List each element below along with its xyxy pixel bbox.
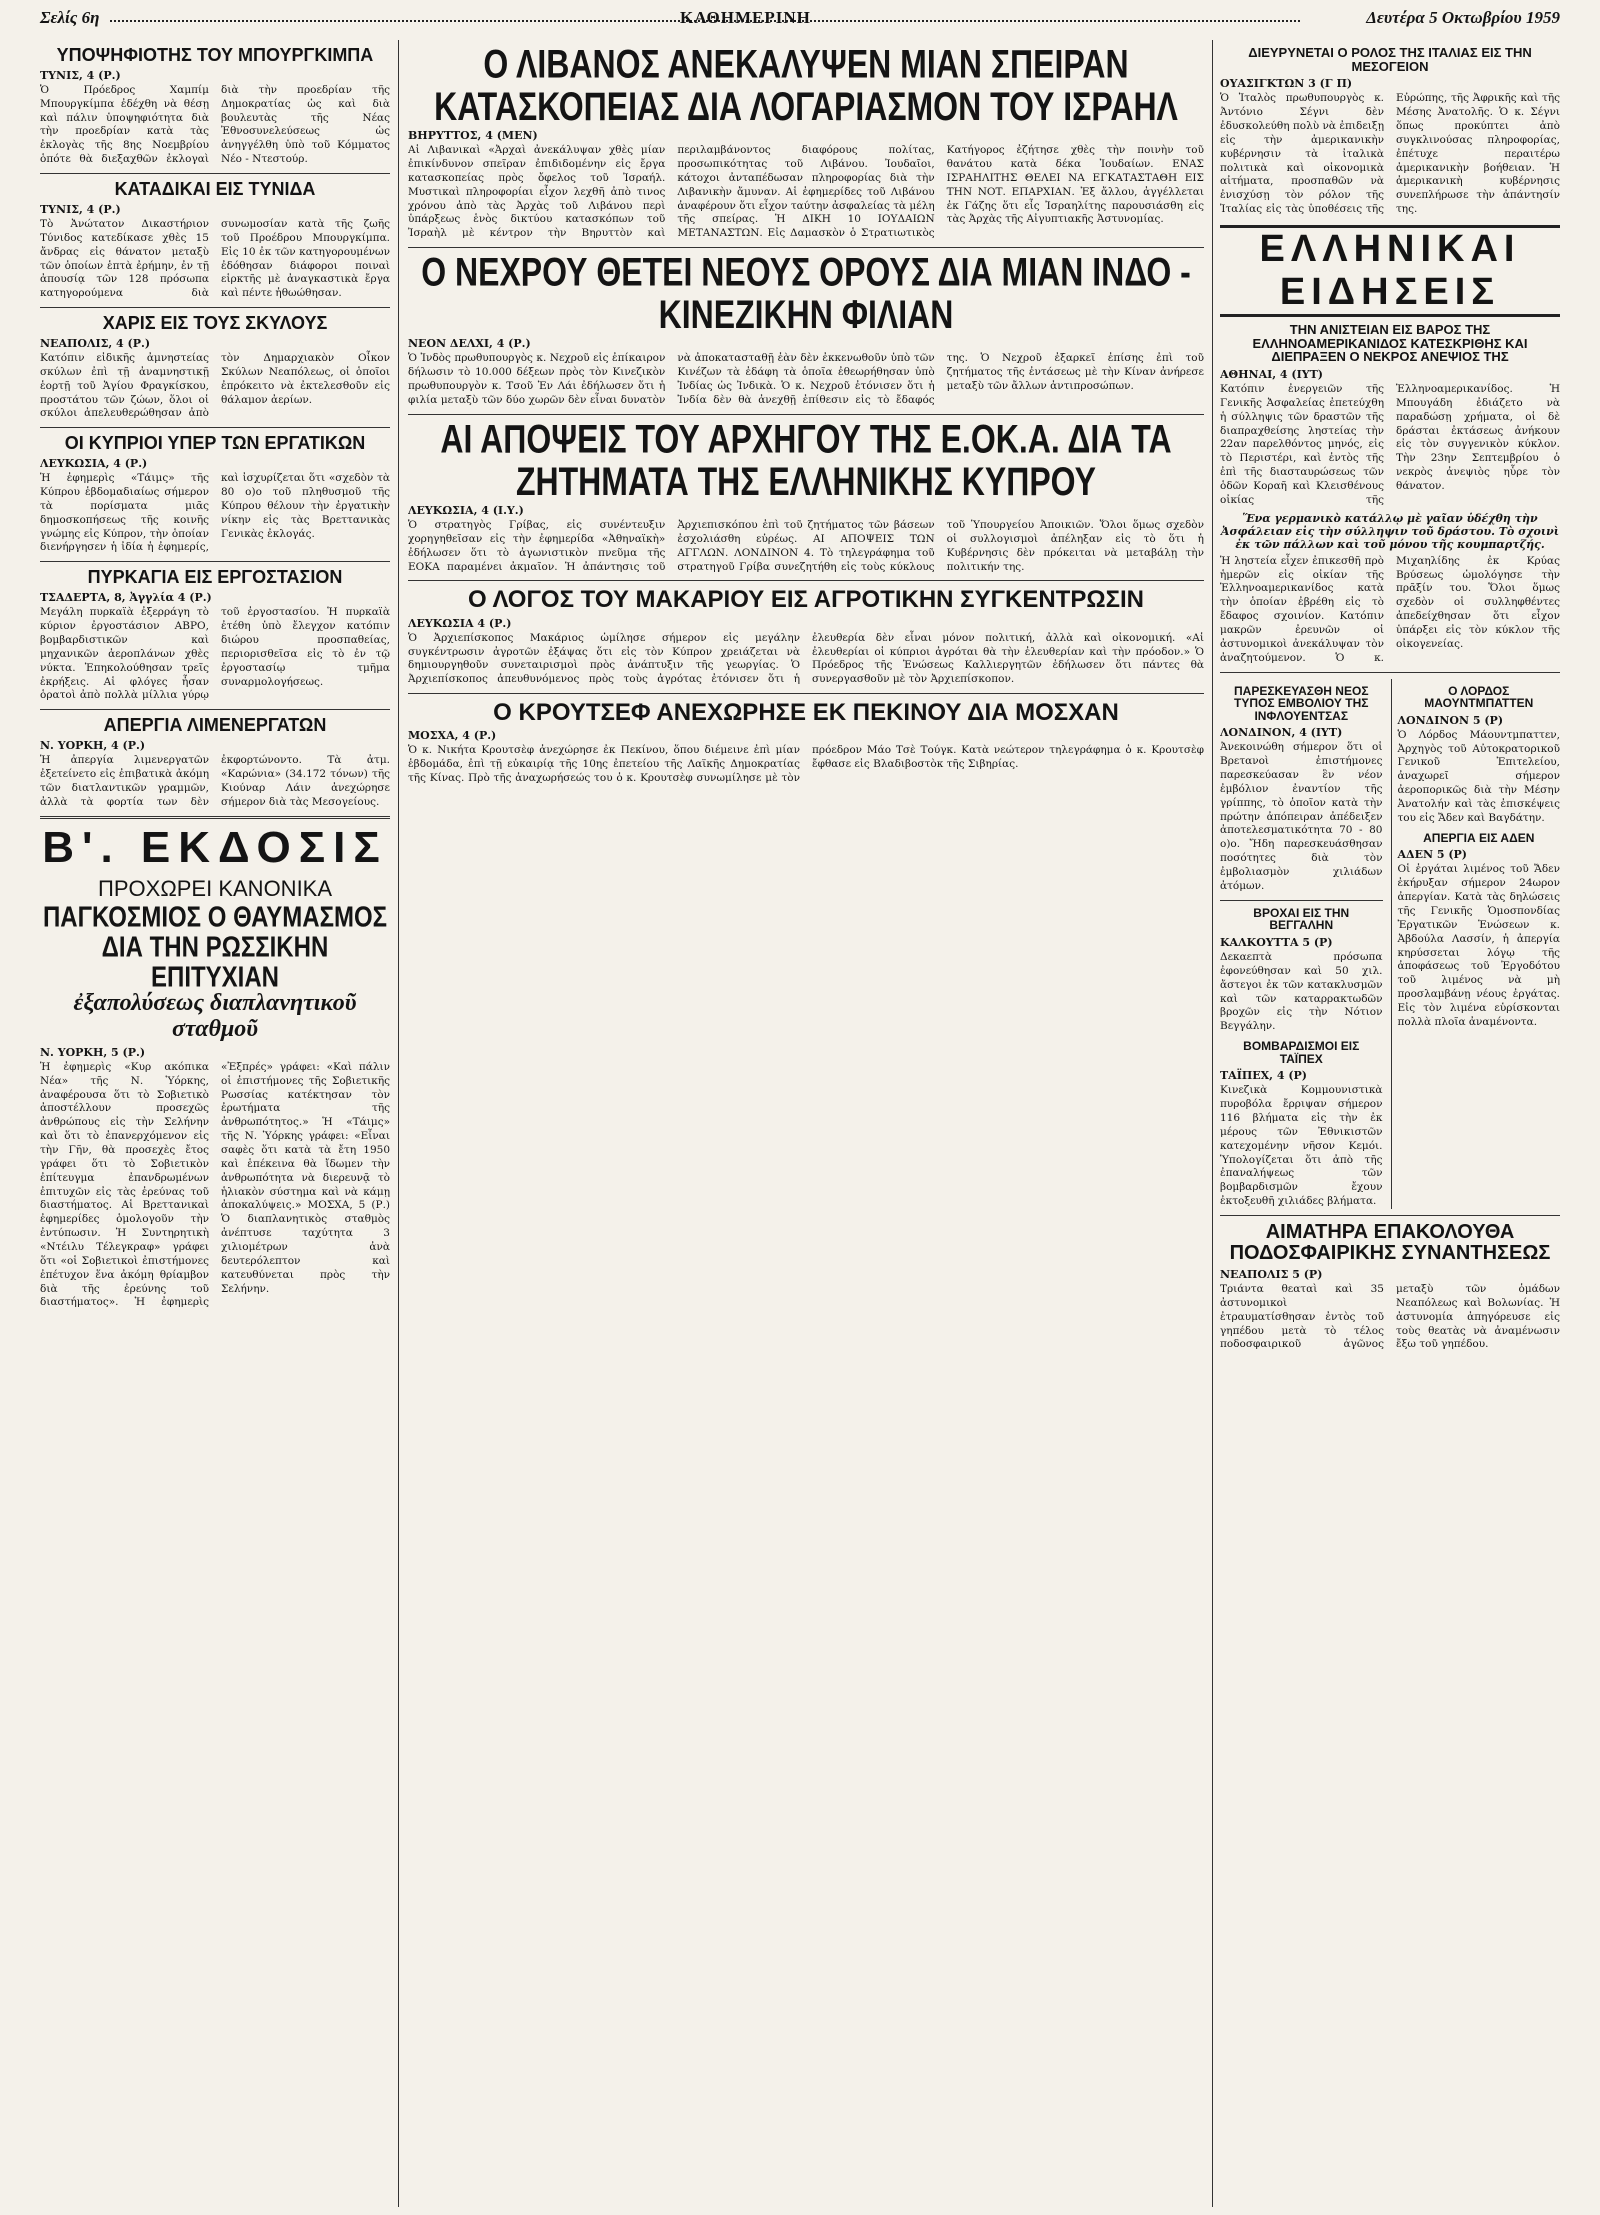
article-body: Ὁ Ἀρχιεπίσκοπος Μακάριος ὡμίλησε σήμερον εἰς μεγάλην συγκέντρωσιν ἀγροτῶν ἐξάψας ὅτι εἰς τὸν Κύπρον χρειάζεται νὰ δημιουργηθοῦν συνεταιρισμοὶ πρὸς ἀνάπτυξιν τῆς γεωργίας. Ὁ Ἀρχιεπίσκοπος ἀπευθυνόμενος πρὸς τοὺς ἀγρότας ἐτόνισεν ὅτι ἡ ἐλευθερία δὲν εἶναι μόνον πολιτική, ἀλλὰ καὶ οἰκονομική. «Αἱ ἐλευθερίαι οἱ κύπριοι ἀγρόται θὰ τὴν ἐλευθερίαν καὶ τὴν πρόοδον.» Ὁ Πρόεδρος τῆς Ἑνώσεως Καλλιεργητῶν ἐδήλωσεν ὅτι πάντες θὰ συνεργασθοῦν μὲ τὸν Ἀρχιεπίσκοπον.: [408, 631, 1204, 686]
divider: [408, 580, 1204, 581]
headline: ΥΠΟΨΗΦΙΟΤΗΣ ΤΟΥ ΜΠΟΥΡΓΚΙΜΠΑ: [56, 45, 374, 65]
article-space-probe: [40, 901, 390, 1310]
right-column: [1220, 40, 1560, 2207]
headline: ΠΑΡΕΣΚΕΥΑΣΘΗ ΝΕΟΣ ΤΥΠΟΣ ΕΜΒΟΛΙΟΥ ΤΗΣ ΙΝΦΛΟΥΕΝΤΣΑΣ: [1233, 683, 1369, 723]
dateline: ΜΟΣΧΑ, 4 (Ρ.): [408, 729, 497, 743]
article-body: Αἱ Λιβανικαὶ «Ἀρχαὶ ἀνεκάλυψαν χθὲς μίαν ἐπικίνδυνον σπεῖραν ἐπιδιδομένην εἰς ἔργα κατασκοπείας πρὸς ὄφελος τοῦ Ἰσραήλ. Μυστικαὶ πληροφορίαι εἶχον λεχθῆ ἀπὸ τινος χρόνου ἀπὸ τὰς Ἀρχὰς τοῦ Λιβάνου περὶ ὑπάρξεως ἑνὸς δικτύου κατασκόπων τοῦ Ἰσραὴλ μὲ κέντρον τὴν Βηρυττὸν καὶ περιλαμβάνοντος διαφόρους πολίτας, προσωπικότητας τοῦ Λιβάνου. Ἰουδαῖοι, κάτοχοι ἀνταπέδωσαν πληροφορίας διὰ τὴν Λιβανικὴν ἄμυναν. Αἱ ἐφημερίδες τοῦ Λιβάνου ἀναφέρουν ὅτι εἶχον ταύτην ἀσφαλείας τὰ μέλη τῆς σπείρας. Ἡ ΔΙΚΗ 10 ΙΟΥΔΑΙΩΝ ΜΕΤΑΝΑΣΤΩΝ. Εἰς Δαμασκὸν ὁ Στρατιωτικὸς Κατήγορος ἐζήτησε χθὲς τὴν ποινὴν τοῦ θανάτου κατὰ δέκα Ἰουδαίων. ΕΝΑΣ ΙΣΡΑΗΛΙΤΗΣ ΘΕΛΕΙ ΝΑ ΕΓΚΑΤΑΣΤΑΘΗ ΕΙΣ ΤΗΝ ΝΟΤ. ΕΠΑΡΧΙΑΝ. Ἐξ ἄλλου, ἀγγέλλεται ἐκ Γάζης ὅτι εἷς Ἰσραηλίτης παρουσιάσθη εἰς τὰς Ἀρχὰς τῆς Αἰγυπτιακῆς Ἀστυνομίας.: [408, 144, 1204, 240]
divider: [40, 307, 390, 308]
headline: Ο ΛΟΓΟΣ ΤΟΥ ΜΑΚΑΡΙΟΥ ΕΙΣ ΑΓΡΟΤΙΚΗΝ ΣΥΓΚΕΝΤΡΩΣΙΝ: [468, 586, 1144, 614]
dateline: ΛΕΥΚΩΣΙΑ, 4 (Ρ.): [40, 457, 148, 471]
edition-notice: [40, 822, 390, 901]
article-factory-fire: [40, 568, 390, 703]
article-nehru: [408, 249, 1204, 408]
article-body: Ἀνεκοινώθη σήμερον ὅτι οἱ Βρετανοὶ ἐπιστήμονες παρεσκεύασαν ἓν νέον ἐμβόλιον ἐναντίον τῆς γρίππης, τὸ ὁποῖον κατὰ τὴν πρώτην ἀπόπειραν ἀπέδειξεν ἀποτελεσματικότητα 70 - 80 ο)ο. Ἤδη παρεσκευάσθησαν ποσότητες διὰ τὸν ἐμβολιασμὸν χιλιάδων ἀτόμων.: [1220, 741, 1383, 892]
dateline: ΛΟΝΔΙΝΟΝ 5 (Ρ): [1397, 713, 1504, 727]
dateline: ΝΕΑΠΟΛΙΣ, 4 (Ρ.): [40, 336, 151, 350]
headline: ΤΗΝ ΑΝΙΣΤΕΙΑΝ ΕΙΣ ΒΑΡΟΣ ΤΗΣ ΕΛΛΗΝΟΑΜΕΡΙΚΑΝΙΔΟΣ ΚΑΤΕΣΚΡΙΘΗΣ ΚΑΙ ΔΙΕΠΡΑΞΕΝ Ο ΝΕΚΡΟΣ ΑΝΕΨΙΟΣ ΤΗΣ: [1252, 322, 1528, 365]
headline: Ο ΝΕΧΡΟΥ ΘΕΤΕΙ ΝΕΟΥΣ ΟΡΟΥΣ ΔΙΑ ΜΙΑΝ ΙΝΔΟ - ΚΙΝΕΖΙΚΗΝ ΦΙΛΙΑΝ: [421, 249, 1191, 337]
headline: Ο ΚΡΟΥΤΣΕΦ ΑΝΕΧΩΡΗΣΕ ΕΚ ΠΕΚΙΝΟΥ ΔΙΑ ΜΟΣΧΑΝ: [493, 699, 1119, 727]
article-body: Δεκαεπτὰ πρόσωπα ἐφονεύθησαν καὶ 50 χιλ. ἄστεγοι ἐκ τῶν κατακλυσμῶν καὶ τῶν καταρρακτωδῶν βροχῶν εἰς τὴν Νότιον Βεγγάλην.: [1220, 950, 1383, 1033]
article-dogs: [40, 314, 390, 421]
headline: ΠΥΡΚΑΓΙΑ ΕΙΣ ΕΡΓΟΣΤΑΣΙΟΝ: [87, 567, 343, 588]
article-mountbatten: [1391, 679, 1561, 1210]
headline: ΑΠΕΡΓΙΑ ΛΙΜΕΝΕΡΓΑΤΩΝ: [103, 715, 327, 736]
column-rule: [1212, 40, 1213, 2207]
article-cypriots: [40, 434, 390, 555]
headline: ΒΟΜΒΑΡΔΙΣΜΟΙ ΕΙΣ ΤΑΪΠΕΧ: [1243, 1039, 1360, 1066]
subheadline: ἐξαπολύσεως διαπλανητικοῦ σταθμοῦ: [73, 990, 357, 1042]
headline: ΠΑΓΚΟΣΜΙΟΣ Ο ΘΑΥΜΑΣΜΟΣ ΔΙΑ ΤΗΝ ΡΩΣΣΙΚΗΝ ΕΠΙΤΥΧΙΑΝ: [42, 901, 388, 994]
dateline: ΟΥΑΣΙΓΚΤΩΝ 3 (Γ Π): [1220, 77, 1353, 91]
running-head: [40, 8, 1560, 32]
article-body: Ὁ Ἰνδὸς πρωθυπουργὸς κ. Νεχροῦ εἰς ἐπίκαιρον δήλωσιν τὸ 10.000 δέξεων πρὸς τὸν Κινεζικὸν πρωθυπουργὸν κ. Τσοῦ Ἐν Λάι ἐδήλωσεν ὅτι ἡ φιλία μεταξὺ τῶν δύο χωρῶν δὲν εἶναι δυνατὸν νὰ ἀποκατασταθῇ ἐὰν δὲν ἐκκενωθοῦν ὑπὸ τῶν Κινέζων τὰ ἐδάφη τὰ ὁποῖα ἐθεωρήθησαν ὑπὸ Ἰνδίας ὡς Ἰνδικὰ. Ὁ κ. Νεχροῦ ἐτόνισεν ὅτι ἡ Ἰνδία δὲν θὰ ἀνεχθῇ ἐπίθεσιν εἰς τὸ ἔδαφός της. Ὁ Νεχροῦ ἐξαρκεῖ ἐπίσης ἐπὶ τοῦ ζητήματος τῆς ἐντάσεως μὲ τὴν Κίναν ἀνήρεσε μεταξὺ τῶν ἄλλων ἀντιπροσώπων.: [408, 352, 1204, 406]
article-body: Κατόπιν εἰδικῆς ἀμνηστείας σκύλων ἐπὶ τῇ ἀναμνηστικῇ ἑορτῇ τοῦ Ἁγίου Φραγκίσκου, προστάτου τῶν ζώων, ὅλοι οἱ σκύλοι ἀπελευθερώθησαν ἀπὸ τὸν Δημαρχιακὸν Οἶκον Σκύλων Νεαπόλεως, οἱ ὁποῖοι ἐπρόκειτο νὰ ἐκτελεσθοῦν εἰς θάλαμον ἀερίων.: [40, 351, 390, 420]
headline: Ο ΛΙΒΑΝΟΣ ΑΝΕΚΑΛΥΨΕΝ ΜΙΑΝ ΣΠΕΙΡΑΝ ΚΑΤΑΣΚΟΠΕΙΑΣ ΔΙΑ ΛΟΓΑΡΙΑΣΜΟΝ ΤΟΥ ΙΣΡΑΗΛ: [434, 41, 1178, 129]
article-body: Ἡ ληστεία εἶχεν ἐπικεσθῆ πρὸ ἡμερῶν εἰς οἰκίαν τῆς Ἑλληνοαμερικανίδος κατὰ τὴν ὁποίαν ἐβρέθη εἰς τὸ ἔδαφος σχοινίον. Κατόπιν μακρῶν ἐρευνῶν οἱ ἀστυνομικοὶ ἀνεκάλυψαν τὸν ἀναζητούμενον. Ὁ κ. Μιχαηλίδης ἐκ Κρύας Βρύσεως ὡμολόγησε τὴν πρᾶξίν του. Ὅλοι ὅμως σχεδὸν οἱ συλληφθέντες ἀπεδείχθησαν ὅτι εἶχον ὑπάρξει εἰς τὸν κύκλον τῆς οἰκογενείας.: [1220, 554, 1560, 664]
article-flu-vaccine: [1220, 679, 1383, 1210]
dateline: ΒΗΡΥΤΤΟΣ, 4 (ΜΕΝ): [408, 129, 538, 143]
article-italy: [1220, 46, 1560, 217]
headline: ΑΙΜΑΤΗΡΑ ΕΠΑΚΟΛΟΥΘΑ ΠΟΔΟΣΦΑΙΡΙΚΗΣ ΣΥΝΑΝΤΗΣΕΩΣ: [1229, 1221, 1551, 1265]
headline: ΑΙ ΑΠΟΨΕΙΣ ΤΟΥ ΑΡΧΗΓΟΥ ΤΗΣ Ε.ΟΚ.Α. ΔΙΑ ΤΑ ΖΗΤΗΜΑΤΑ ΤΗΣ ΕΛΛΗΝΙΚΗΣ ΚΥΠΡΟΥ: [440, 415, 1172, 503]
divider: [1220, 672, 1560, 673]
divider: [40, 561, 390, 562]
article-body: Ὁ στρατηγὸς Γρίβας, εἰς συνέντευξιν χορηγηθεῖσαν εἰς τὴν ἐφημερίδα «Ἀθηναϊκὴ» ἐδήλωσεν ὅτι τὸ ἀγωνιστικὸν πνεῦμα τῆς ΕΟΚΑ παραμένει ἀκμαῖον. Ἡ ἀπάντησις τοῦ Ἀρχιεπισκόπου ἐπὶ τοῦ ζητήματος τῶν βάσεων ἐσχολιάσθη εὐρέως. ΑΙ ΑΠΟΨΕΙΣ ΤΩΝ ΑΓΓΛΩΝ. ΛΟΝΔΙΝΟΝ 4. Τὸ τηλεγράφημα τοῦ στρατηγοῦ Γρίβα συνεζητήθη εἰς τοὺς κύκλους τοῦ Ὑπουργείου Ἀποικιῶν. Ὅλοι ὅμως σχεδὸν οἱ συλλογισμοὶ ἀπέληξαν εἰς τὸ ὅτι ἡ Κυβέρνησις δὲν πρόκειται νὰ μεταβάλῃ τὴν πολιτικήν της.: [408, 519, 1204, 573]
split-row: [1220, 679, 1560, 1210]
divider: [408, 414, 1204, 415]
article-body: Κινεζικὰ Κομμουνιστικὰ πυροβόλα ἔρριψαν σήμερον 116 βλήματα εἰς τὴν ἐκ μέρους τῶν Ἐθνικιστῶν κατεχομένην νῆσον Κεμόι. Ὑπολογίζεται ὅτι ἀπὸ τῆς ἐπαναλήψεως τῶν βομβαρδισμῶν ἔχουν ἐκτοξευθῆ χιλιάδες βλήματα.: [1220, 1084, 1383, 1208]
article-body: Ἡ ἐφημερὶς «Κυρ ακόπικα Νέα» τῆς Ν. Ὑόρκης, ἀναφέρουσα ὅτι τὸ Σοβιετικὸ ἀποστέλλουν προσεχῶς ἀνθρώπους εἰς τὴν Σελήνην καὶ ὅτι τὸ ἐπανερχόμενον εἰς τὴν Γῆν, θὰ προσεχὲς ἔτος γράφει ὅτι τὸ Σοβιετικὸν ἐπίτευγμα ἐπανδρωμένων ἐπιτυχῶν εἰς τὰς ἐρεύνας τοῦ διαστήματος. Αἱ Βρεττανικαὶ ἐφημερίδες ὁμολογοῦν τὴν ἐντύπωσιν. Ἡ Συντηρητικὴ «Ντέιλυ Τέλεγκραφ» γράφει ὅτι «οἱ Σοβιετικοὶ ἐπιστήμονες ἐπέτυχον ἕνα ἀκόμη θρίαμβον διὰ τῆς ἐρεύνης τοῦ διαστήματος». Ἡ ἐφημερὶς «Ἐξπρές» γράφει: «Καὶ πάλιν οἱ ἐπιστήμονες τῆς Σοβιετικῆς Ρωσσίας κατέκτησαν τὸν ἐρωτήματα τῆς ἀνθρωπότητος.» Ἡ «Τάιμς» τῆς Ν. Ὑόρκης γράφει: «Εἶναι σαφὲς ὅτι κατὰ τὰ ἔτη 1950 καὶ ἑπέκεινα θὰ ἴδωμεν τὴν ἀνθρωπότητα νὰ διερευνᾷ τὸ ἡλιακὸν σύστημα καὶ νὰ κάμῃ ἀποκαλύψεις.» ΜΟΣΧΑ, 5 (Ρ.) Ὁ διαπλανητικὸς σταθμὸς ἀνέπτυσε ταχύτητα 3 χιλιομέτρων ἀνὰ δευτερόλεπτον καὶ κατευθύνεται πρὸς τὴν Σελήνην.: [40, 1060, 390, 1309]
article-lebanon-spies: [408, 41, 1204, 241]
dateline: ΝΕΑΠΟΛΙΣ 5 (Ρ): [1220, 1268, 1323, 1282]
article-body: Κατόπιν ἐνεργειῶν τῆς Γενικῆς Ἀσφαλείας ἐπετεύχθη ἡ σύλληψις τῶν δραστῶν τῆς διαπραχθείσης ληστείας τὴν 22αν παρελθόντος μηνός, εἰς τὸ Περιστέρι, καὶ ἐντὸς τῆς ἐπὶ τῆς διασταυρώσεως τῶν ὁδῶν Κοραῆ καὶ Κλεισθένους οἰκίας τῆς Ἑλληνοαμερικανίδος. Ἡ Μπουγάδη ἐδιάζετο νὰ παραδώσῃ χρήματα, οἱ δὲ δράσται ἐκτάσεως ἀνήκουν εἰς τὸν συγγενικὸν κύκλον. Τὴν 23ην Σεπτεμβρίου ὁ νεκρὸς ἀνεψιὸς ηὗρε τὸν θάνατον.: [1220, 382, 1560, 506]
article-body: Ἡ ἐφημερὶς «Τάιμς» τῆς Κύπρου ἑβδομαδιαίως σήμερον τὰ πορίσματα μιᾶς δημοσκοπήσεως τῆς κοινῆς γνώμης εἰς Κύπρον, τὴν ὁποίαν διενήργησεν ἡ ἰδία ἡ ἐφημερίς, καὶ ἰσχυρίζεται ὅτι «σχεδὸν τὰ 80 ο)ο τοῦ πληθυσμοῦ τῆς Κύπρου θέλουν τὴν ἐργατικὴν νίκην εἰς τὰς Βρεττανικὰς Γενικὰς ἐκλογάς.: [40, 472, 390, 554]
edition-title: Β'. ΕΚΔΟΣΙΣ: [42, 822, 388, 872]
column-rule: [398, 40, 399, 2207]
left-column: [40, 40, 390, 2207]
article-body: Ἡ ἀπεργία λιμενεργατῶν ἐξετείνετο εἰς ἐπιβατικὰ ἀκόμη τῶν διατλαντικῶν γραμμῶν, ἀλλὰ τὰ φορτία των δὲν ἐκφορτώνοντο. Τὰ ἀτμ. «Καρώνια» (34.172 τόνων) τῆς Κιούναρ Λάιν ἀνεχώρησε σήμερον διὰ τὰς Μεσογείους.: [40, 754, 390, 808]
dateline: ΑΔΕΝ 5 (Ρ): [1397, 848, 1468, 862]
dateline: ΚΑΛΚΟΥΤΤΑ 5 (Ρ): [1220, 935, 1333, 949]
masthead-small: ΚΑΘΗΜΕΡΙΝΗ: [680, 8, 811, 27]
article-body: Μεγάλη πυρκαϊὰ ἐξερράγη τὸ κύριον ἐργοστάσιον ΑΒΡΟ, βομβαρδιστικῶν καὶ μηχανικῶν ἀεροπλάνων χθὲς νύκτα. Ἐπηκολούθησαν τρεῖς ἐκρήξεις. Αἱ φλόγες ἦσαν ὁρατοὶ ἀπὸ πολλὰ μίλλια γύρῳ τοῦ ἐργοστασίου. Ἡ πυρκαϊὰ ἐτέθη ὑπὸ ἔλεγχον κατόπιν διώρου προσπαθείας, περιορισθεῖσα εἰς τὸ ἐν τῷ ἐργοστασίῳ τμῆμα συναρμολογήσεως.: [40, 606, 390, 702]
headline: ΔΙΕΥΡΥΝΕΤΑΙ Ο ΡΟΛΟΣ ΤΗΣ ΙΤΑΛΙΑΣ ΕΙΣ ΤΗΝ ΜΕΣΟΓΕΙΟΝ: [1248, 45, 1532, 74]
divider: [1220, 1215, 1560, 1216]
article-makarios: [408, 587, 1204, 687]
headline: ΧΑΡΙΣ ΕΙΣ ΤΟΥΣ ΣΚΥΛΟΥΣ: [102, 313, 328, 334]
divider: [40, 173, 390, 174]
dateline: ΤΥΝΙΣ, 4 (Ρ.): [40, 202, 121, 216]
headline: ΟΙ ΚΥΠΡΙΟΙ ΥΠΕΡ ΤΩΝ ΕΡΓΑΤΙΚΩΝ: [64, 433, 366, 454]
dateline: ΤΑΪΠΕΧ, 4 (Ρ): [1220, 1069, 1307, 1083]
article-body: Τὸ Ἀνώτατον Δικαστήριον Τύνιδος κατεδίκασε χθὲς 15 ἄνδρας εἰς θάνατον μεταξὺ τῶν ὁποίων ἑπτὰ ἐρήμην, ἐν τῇ ἀπουσίᾳ τῶν 128 πρόσωπα κατηγορούμενα διὰ συνωμοσίαν κατὰ τῆς ζωῆς τοῦ Προέδρου Μπουργκίμπα. Εἰς 10 ἐκ τῶν κατηγορουμένων ἐδόθησαν διάφοροι ποιναὶ εἱρκτῆς μὲ ἀναγκαστικὰ ἔργα καὶ πέντε ἠθωώθησαν.: [40, 217, 390, 300]
dateline: ΝΕΟΝ ΔΕΛΧΙ, 4 (Ρ.): [408, 337, 531, 351]
divider: [1220, 900, 1383, 901]
article-body: Τριάντα θεαταὶ καὶ 35 ἀστυνομικοὶ ἐτραυματίσθησαν ἐντὸς τοῦ γηπέδου μετὰ τὸ τέλος ποδοσφαιρικοῦ ἀγῶνος μεταξὺ τῶν ὁμάδων Νεαπόλεως καὶ Βολωνίας. Ἡ ἀστυνομία ἀπηγόρευσε εἰς τοὺς θεατὰς νὰ ἀναμένωσιν ἔξω τοῦ γηπέδου.: [1220, 1283, 1560, 1351]
article-bourguiba: [40, 46, 390, 167]
page-number: Σελίς 6η: [40, 8, 100, 27]
dateline: ΑΘΗΝΑΙ, 4 (ΙΥΤ): [1220, 367, 1323, 381]
article-robbery: [1220, 323, 1560, 666]
article-body: Ὁ Ἰταλὸς πρωθυπουργὸς κ. Ἀντόνιο Σέγνι δὲν ἐδυσκολεύθη πολὺ νὰ ἐπιδειξῃ εἰς τὴν ἀμερικανικὴν κυβέρνησιν τὰ ἰταλικὰ πολιτικὰ καὶ οἰκονομικὰ αἰτήματα, προσπαθῶν νὰ ἐνισχύσῃ τὸν ρόλον τῆς Ἰταλίας εἰς τὰς ὑποθέσεις τῆς Εὐρώπης, τῆς Ἀφρικῆς καὶ τῆς Μέσης Ἀνατολῆς. Ὁ κ. Σέγνι ὅπως προκύπτει ἀπὸ συγκλινούσας πληροφορίας, ἐπέτυχε περαιτέρω ἀμερικανικὴν βοήθειαν. Ἡ ἀμερικανικὴ κυβέρνησις συνεπλήρωσε τὴν ἀπάντησίν της.: [1220, 92, 1560, 216]
headline: ΒΡΟΧΑΙ ΕΙΣ ΤΗΝ ΒΕΓΓΑΛΗΝ: [1253, 905, 1350, 933]
middle-column: [408, 40, 1204, 2207]
article-football: [1220, 1222, 1560, 1352]
edition-subtitle: ΠΡΟΧΩΡΕΙ ΚΑΝΟΝΙΚΑ: [97, 875, 333, 901]
divider: [40, 427, 390, 428]
dateline: ΛΟΝΔΙΝΟΝ, 4 (ΙΥΤ): [1220, 726, 1343, 740]
article-body: Ὁ Λόρδος Μάουντμπαττεν, Ἀρχηγὸς τοῦ Αὐτοκρατορικοῦ Γενικοῦ Ἐπιτελείου, ἀναχωρεῖ σήμερον ἀεροπορικῶς διὰ τὴν Μέσην Ἀνατολήν καὶ τὰς ἐπισκέψεις του εἰς Ἄδεν καὶ Βαγδάτην.: [1397, 728, 1560, 824]
article-body: Οἱ ἐργάται λιμένος τοῦ Ἄδεν ἐκήρυξαν σήμερον 24ωρον ἀπεργίαν. Κατὰ τὰς δηλώσεις τῆς Γενικῆς Ὁμοσπονδίας Ἐργατικῶν Ἑνώσεων κ. Ἀβδούλα Λασσίν, ἡ ἀπεργία κηρύσσεται λόγῳ τῆς ἀποφάσεως τοῦ Ἐργοδότου τοῦ λιμένος νὰ μὴ προσλαμβάνῃ νέους ἐργάτας. Εἰς τὸν λιμένα εὑρίσκονται πολλὰ πλοῖα ἀναμένοντα.: [1397, 863, 1560, 1028]
headline: ΑΠΕΡΓΙΑ ΕΙΣ ΑΔΕΝ: [1423, 830, 1535, 845]
divider: [408, 693, 1204, 694]
divider: [40, 709, 390, 710]
dateline: ΤΣΑΔΕΡΤΑ, 8, Ἀγγλία 4 (Ρ.): [40, 591, 212, 605]
section-banner: ΕΛΛΗΝΙΚΑΙ ΕΙΔΗΣΕΙΣ: [1220, 225, 1560, 317]
article-body: Ὁ Πρόεδρος Χαμπίμ Μπουργκίμπα ἐδέχθη νὰ θέσῃ καὶ πάλιν ὑποψηφιότητα διὰ τὴν προεδρίαν κατὰ τὰς ἐκλογὰς τῆς 8ης Νοεμβρίου ὁπότε θὰ διεξαχθῶν ἐκλογαὶ διὰ τὴν προεδρίαν τῆς Δημοκρατίας ὡς καὶ διὰ βουλευτὰς τῆς Νέας Ἐθνοσυνελεύσεως ὡς ἀνηγγέλθη ὑπὸ τοῦ Κόμματος Νέο - Ντεστούρ.: [40, 83, 390, 166]
caption: Ἕνα γερμανικὸ κατάλλῳ μὲ γαῖαν ὑδέχθη τὴν Ἀσφάλειαν εἰς τὴν σύλληψιν τοῦ δράστου. Τὸ σχοινὶ ἐκ τῶν πάλλων καὶ τοῦ μόνου τῆς κουμπαρτζής.: [1220, 511, 1560, 551]
dateline: Ν. ΥΟΡΚΗ, 5 (Ρ.): [40, 1045, 146, 1059]
dateline: Ν. ΥΟΡΚΗ, 4 (Ρ.): [40, 739, 146, 753]
divider: [408, 247, 1204, 248]
article-dock-strike: [40, 716, 390, 809]
headline: ΚΑΤΑΔΙΚΑΙ ΕΙΣ ΤΥΝΙΔΑ: [114, 179, 316, 200]
article-tunis-trial: [40, 180, 390, 301]
article-body: Ὁ κ. Νικήτα Κρουτσὲφ ἀνεχώρησε ἐκ Πεκίνου, ὅπου διέμεινε ἐπὶ μίαν ἑβδομάδα, ἐπὶ τῇ εὐκαιρίᾳ τῆς 10ης ἐπετείου τῆς Λαϊκῆς Δημοκρατίας τῆς Κίνας. Πρὸ τῆς ἀναχωρήσεώς του ὁ κ. Κρουτσὲφ συνωμίλησε μὲ τὸν πρόεδρον Μάο Τσὲ Τούγκ. Κατὰ νεώτερον τηλεγράφημα ὁ κ. Κρουτσὲφ ἔφθασε εἰς Βλαδιβοστὸκ τῆς Σιβηρίας.: [408, 744, 1204, 784]
article-eoka: [408, 415, 1204, 575]
dateline: ΤΥΝΙΣ, 4 (Ρ.): [40, 68, 121, 82]
divider: [40, 816, 390, 819]
headline: Ο ΛΟΡΔΟΣ ΜΑΟΥΝΤΜΠΑΤΤΕΝ: [1424, 683, 1534, 711]
dateline: ΛΕΥΚΩΣΙΑ, 4 (Ι.Υ.): [408, 504, 524, 518]
dateline: ΛΕΥΚΩΣΙΑ 4 (Ρ.): [408, 616, 512, 630]
issue-date: Δευτέρα 5 Οκτωβρίου 1959: [1366, 8, 1560, 27]
article-khrushchev: [408, 700, 1204, 786]
